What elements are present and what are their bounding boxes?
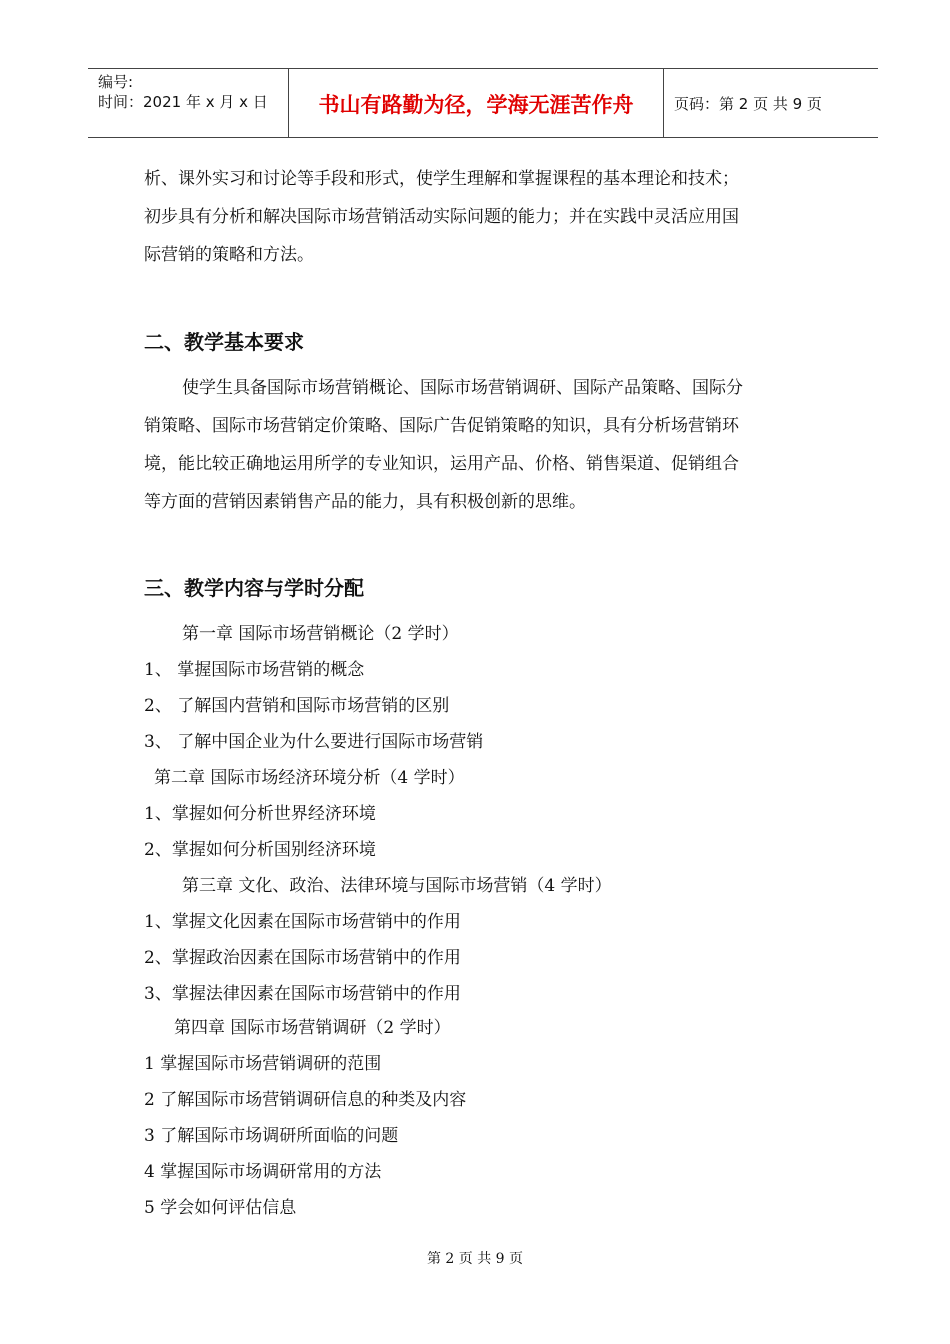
section-heading-requirements: 二、教学基本要求 bbox=[144, 330, 304, 354]
section-heading-content: 三、教学内容与学时分配 bbox=[144, 576, 364, 600]
list-item: 1、掌握文化因素在国际市场营销中的作用 bbox=[144, 912, 461, 932]
list-item: 4 掌握国际市场调研常用的方法 bbox=[144, 1162, 382, 1182]
list-item: 2、 了解国内营销和国际市场营销的区别 bbox=[144, 696, 450, 716]
chapter-title: 第三章 文化、政治、法律环境与国际市场营销（4 学时） bbox=[182, 876, 612, 896]
intro-line: 际营销的策略和方法。 bbox=[144, 245, 314, 265]
list-item: 3、 了解中国企业为什么要进行国际市场营销 bbox=[144, 732, 484, 752]
list-item: 1 掌握国际市场营销调研的范围 bbox=[144, 1054, 382, 1074]
intro-line: 初步具有分析和解决国际市场营销活动实际问题的能力；并在实践中灵活应用国 bbox=[144, 207, 739, 227]
header-motto-cell bbox=[288, 69, 664, 137]
header-motto: 书山有路勤为径，学海无涯苦作舟 bbox=[318, 93, 634, 117]
chapter-title: 第二章 国际市场经济环境分析（4 学时） bbox=[154, 768, 465, 788]
chapter-title: 第四章 国际市场营销调研（2 学时） bbox=[174, 1018, 451, 1038]
footer-page-number: 第 2 页 共 9 页 bbox=[426, 1251, 524, 1267]
list-item: 5 学会如何评估信息 bbox=[144, 1198, 297, 1218]
list-item: 1、掌握如何分析世界经济环境 bbox=[144, 804, 376, 824]
list-item: 1、 掌握国际市场营销的概念 bbox=[144, 660, 365, 680]
page-header bbox=[88, 68, 878, 138]
list-item: 3、掌握法律因素在国际市场营销中的作用 bbox=[144, 984, 461, 1004]
header-page-cell bbox=[664, 69, 878, 137]
paragraph-line: 销策略、国际市场营销定价策略、国际广告促销策略的知识，具有分析场营销环 bbox=[144, 416, 739, 436]
header-page-number: 页码：第 2 页 共 9 页 bbox=[674, 95, 822, 113]
paragraph-line: 使学生具备国际市场营销概论、国际市场营销调研、国际产品策略、国际分 bbox=[182, 378, 743, 398]
document-number-label: 编号: bbox=[98, 73, 134, 91]
header-info-cell bbox=[88, 69, 288, 137]
list-item: 2、掌握如何分析国别经济环境 bbox=[144, 840, 376, 860]
paragraph-line: 境，能比较正确地运用所学的专业知识，运用产品、价格、销售渠道、促销组合 bbox=[144, 454, 739, 474]
chapter-title: 第一章 国际市场营销概论（2 学时） bbox=[182, 624, 459, 644]
list-item: 2、掌握政治因素在国际市场营销中的作用 bbox=[144, 948, 461, 968]
intro-line: 析、课外实习和讨论等手段和形式，使学生理解和掌握课程的基本理论和技术； bbox=[144, 169, 739, 189]
list-item: 2 了解国际市场营销调研信息的种类及内容 bbox=[144, 1090, 467, 1110]
document-time-label: 时间：2021 年 x 月 x 日 bbox=[98, 93, 268, 111]
list-item: 3 了解国际市场调研所面临的问题 bbox=[144, 1126, 399, 1146]
paragraph-line: 等方面的营销因素销售产品的能力，具有积极创新的思维。 bbox=[144, 492, 586, 512]
